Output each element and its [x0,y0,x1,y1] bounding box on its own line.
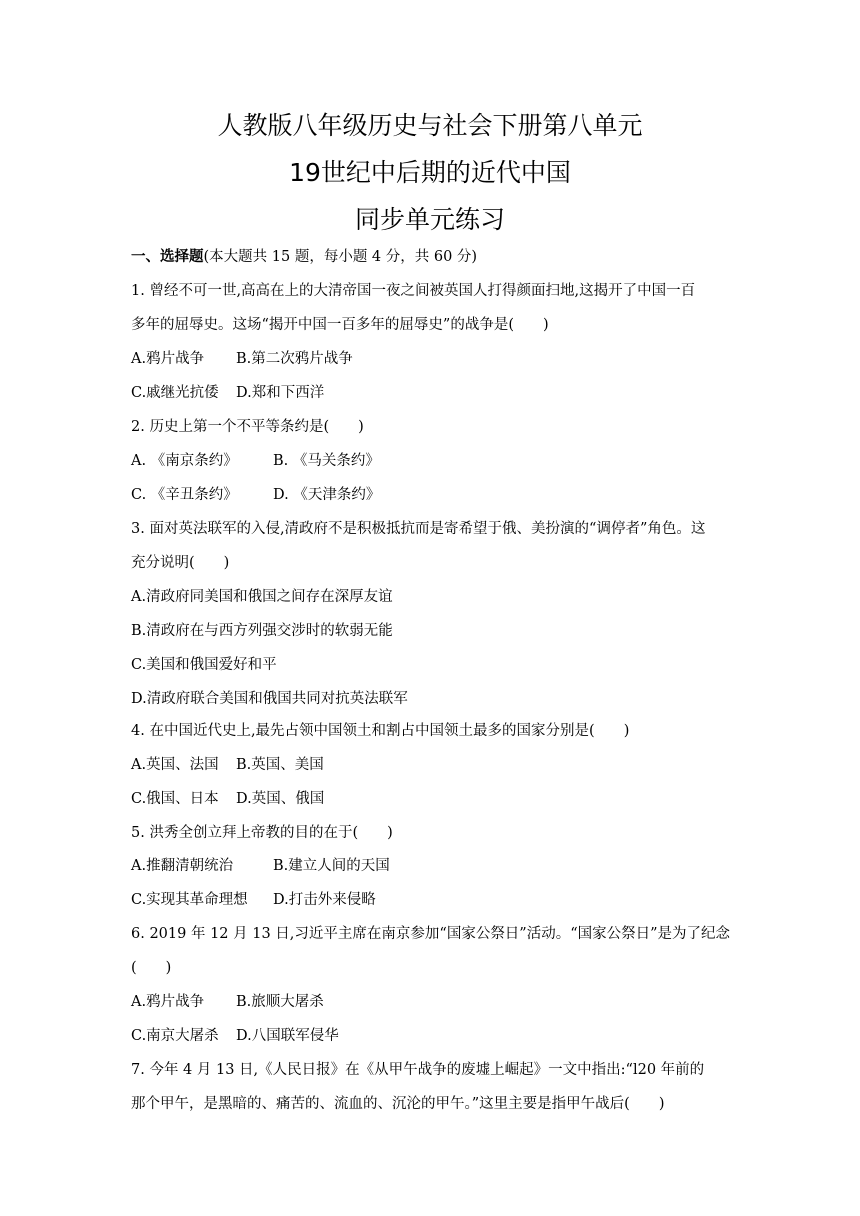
question-5-stem-line-1: 5. 洪秀全创立拜上帝教的目的在于( ) [131,825,393,841]
question-1-option-c[interactable]: C.戚继光抗倭 [131,385,219,401]
document-title-line-3: 同步单元练习 [354,205,505,234]
document-title-line-1: 人教版八年级历史与社会下册第八单元 [217,111,643,140]
question-1-options-row-2 [131,383,325,403]
document-title-line-2: 19世纪中后期的近代中国 [289,158,571,187]
question-5-option-b[interactable]: B.建立人间的天国 [273,858,390,874]
section-heading [131,247,477,267]
question-5-option-c[interactable]: C.实现其革命理想 [131,892,248,908]
question-1-options-row-1 [131,349,353,369]
question-2-option-d[interactable]: D. 《天津条约》 [273,487,381,503]
question-6-option-d[interactable]: D.八国联军侵华 [236,1028,339,1044]
question-2-option-c[interactable]: C. 《辛丑条约》 [131,487,238,503]
question-7-stem-line-1: 7. 今年 4 月 13 日,《人民日报》在《从甲午战争的废墟上崛起》一文中指出:“l20 年前的 [131,1062,705,1078]
question-4-options-row-1 [131,755,324,775]
question-3-option-a[interactable]: A.清政府同美国和俄国之间存在深厚友谊 [131,589,393,605]
question-4-option-d[interactable]: D.英国、俄国 [236,791,325,807]
question-2-option-a[interactable]: A. 《南京条约》 [131,453,238,469]
question-2-options-row-1 [131,451,380,471]
question-5-option-d[interactable]: D.打击外来侵略 [273,892,376,908]
question-4-options-row-2 [131,789,325,809]
question-3-stem-line-1: 3. 面对英法联军的入侵,清政府不是积极抵抗而是寄希望于俄、美扮演的“调停者”角色。这 [131,521,706,537]
question-6-stem-line-1: 6. 2019 年 12 月 13 日,习近平主席在南京参加“国家公祭日”活动。“国家公祭日”是为了纪念 [131,926,731,942]
question-2-stem-line-1: 2. 历史上第一个不平等条约是( ) [131,419,364,435]
question-3-option-c[interactable]: C.美国和俄国爱好和平 [131,657,277,673]
section-heading-label: 一、选择题 [131,249,204,265]
question-2-options-row-2 [131,485,381,505]
question-6-stem-line-2: ( ) [131,960,172,976]
question-4-option-b[interactable]: B.英国、美国 [236,757,324,773]
question-4-option-a[interactable]: A.英国、法国 [131,757,219,773]
section-heading-note: (本大题共 15 题，每小题 4 分，共 60 分) [203,249,478,265]
question-4-option-c[interactable]: C.俄国、日本 [131,791,219,807]
question-1-stem-line-1: 1. 曾经不可一世,高高在上的大清帝国一夜之间被英国人打得颜面扫地,这揭开了中国一百 [131,283,696,299]
question-3-option-b[interactable]: B.清政府在与西方列强交涉时的软弱无能 [131,623,393,639]
question-1-stem-line-2: 多年的屈辱史。这场“揭开中国一百多年的屈辱史”的战争是( ) [131,317,549,333]
question-7-stem-line-2: 那个甲午，是黑暗的、痛苦的、流血的、沉沦的甲午。”这里主要是指甲午战后( ) [131,1096,665,1112]
question-5-options-row-2 [131,890,376,910]
question-6-option-b[interactable]: B.旅顺大屠杀 [236,994,324,1010]
question-3-option-d[interactable]: D.清政府联合美国和俄国共同对抗英法联军 [131,691,408,707]
question-1-option-b[interactable]: B.第二次鸦片战争 [236,351,353,367]
question-4-stem-line-1: 4. 在中国近代史上,最先占领中国领土和割占中国领土最多的国家分别是( ) [131,723,630,739]
question-5-options-row-1 [131,856,390,876]
question-2-option-b[interactable]: B. 《马关条约》 [273,453,380,469]
question-5-option-a[interactable]: A.推翻清朝统治 [131,858,234,874]
question-3-stem-line-2: 充分说明( ) [131,555,230,571]
question-6-options-row-2 [131,1026,339,1046]
question-6-options-row-1 [131,992,324,1012]
question-1-option-a[interactable]: A.鸦片战争 [131,351,205,367]
question-1-option-d[interactable]: D.郑和下西洋 [236,385,325,401]
question-6-option-a[interactable]: A.鸦片战争 [131,994,205,1010]
question-6-option-c[interactable]: C.南京大屠杀 [131,1028,219,1044]
